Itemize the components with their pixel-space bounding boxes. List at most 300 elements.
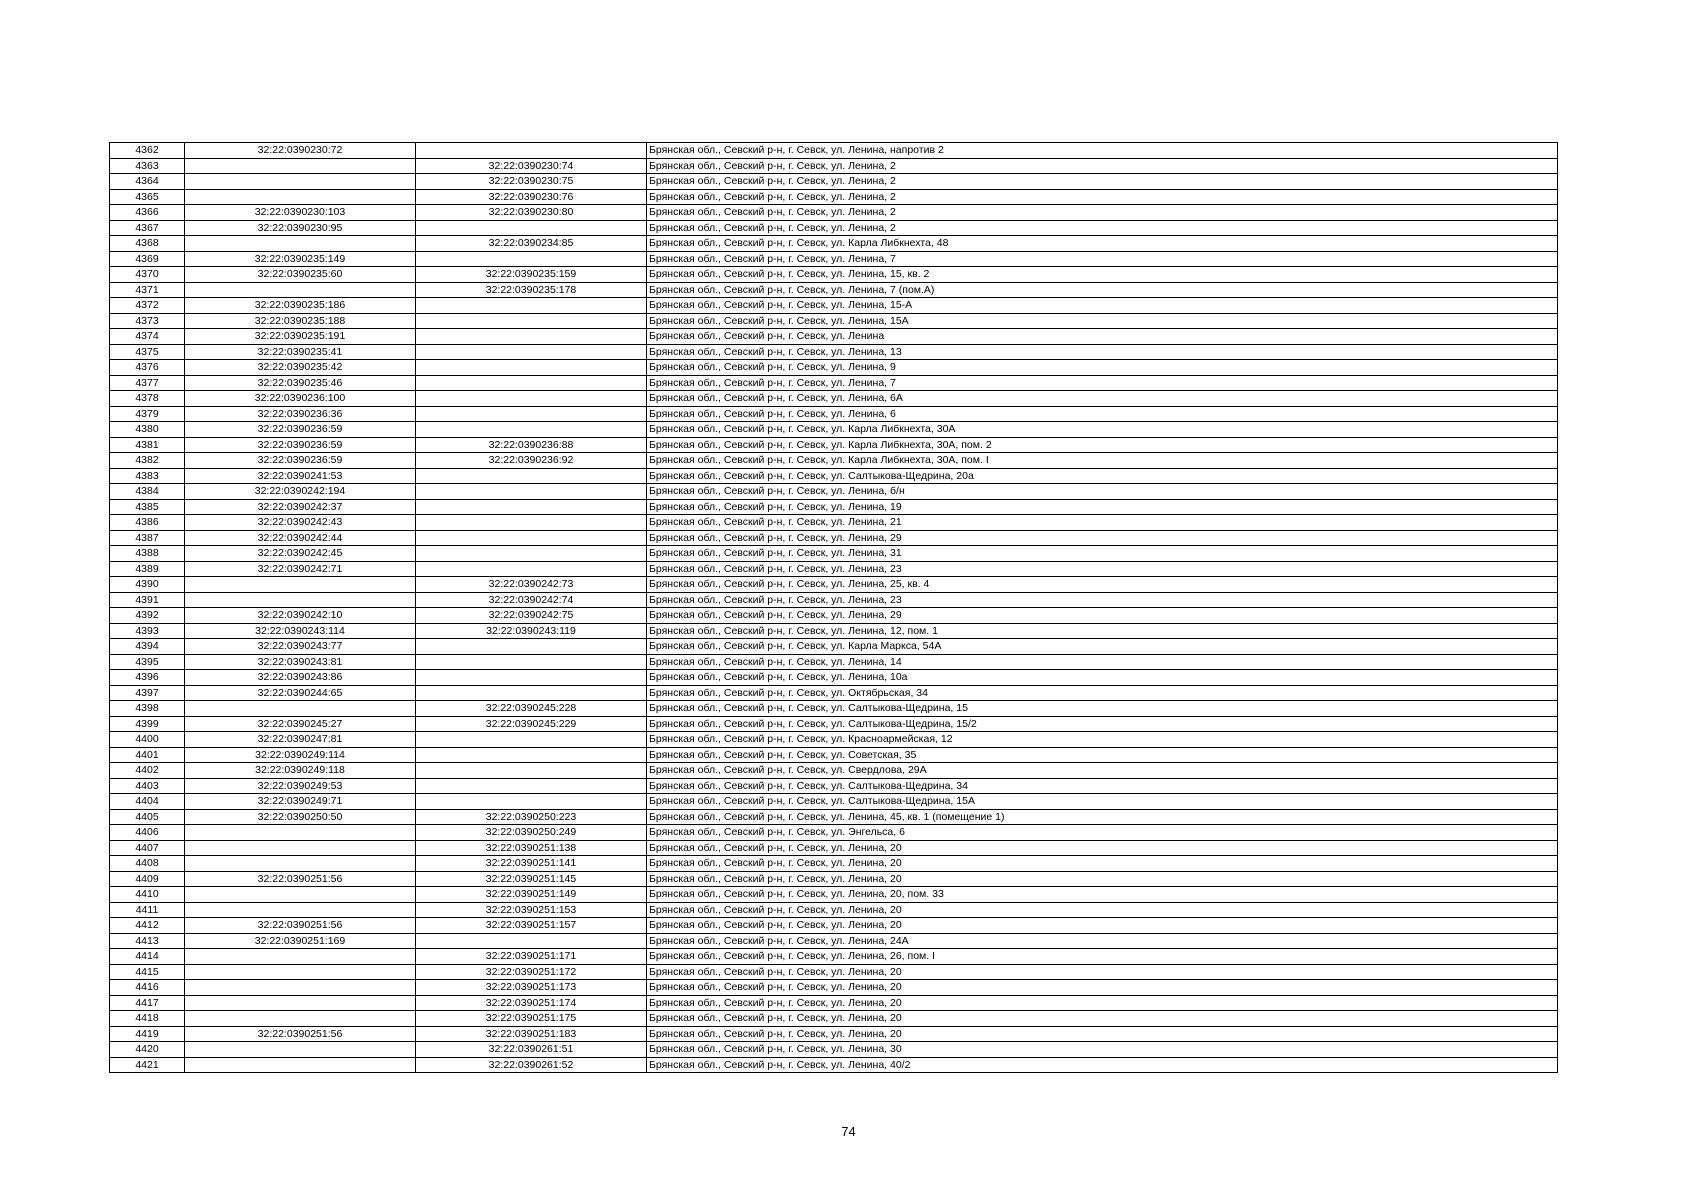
address-cell: Брянская обл., Севский р-н, г. Севск, ул. Ленина, 2 xyxy=(647,158,1558,174)
row-number-cell: 4389 xyxy=(110,561,185,577)
land-cadastral-number-cell: 32:22:0390251:56 xyxy=(185,871,416,887)
table-row xyxy=(110,701,1558,717)
row-number-cell: 4369 xyxy=(110,251,185,267)
object-cadastral-number-cell xyxy=(416,778,647,794)
land-cadastral-number-cell: 32:22:0390236:59 xyxy=(185,437,416,453)
land-cadastral-number-cell: 32:22:0390247:81 xyxy=(185,732,416,748)
land-cadastral-number-cell: 32:22:0390243:86 xyxy=(185,670,416,686)
address-cell: Брянская обл., Севский р-н, г. Севск, ул. Ленина, 20 xyxy=(647,902,1558,918)
address-cell: Брянская обл., Севский р-н, г. Севск, ул. Ленина, 20 xyxy=(647,871,1558,887)
land-cadastral-number-cell xyxy=(185,282,416,298)
object-cadastral-number-cell xyxy=(416,794,647,810)
address-cell: Брянская обл., Севский р-н, г. Севск, ул. Ленина, 13 xyxy=(647,344,1558,360)
row-number-cell: 4363 xyxy=(110,158,185,174)
table-row xyxy=(110,437,1558,453)
row-number-cell: 4386 xyxy=(110,515,185,531)
address-cell: Брянская обл., Севский р-н, г. Севск, ул. Салтыкова-Щедрина, 15/2 xyxy=(647,716,1558,732)
object-cadastral-number-cell xyxy=(416,391,647,407)
table-row xyxy=(110,887,1558,903)
object-cadastral-number-cell xyxy=(416,298,647,314)
row-number-cell: 4412 xyxy=(110,918,185,934)
row-number-cell: 4377 xyxy=(110,375,185,391)
land-cadastral-number-cell: 32:22:0390249:71 xyxy=(185,794,416,810)
land-cadastral-number-cell xyxy=(185,236,416,252)
table-row xyxy=(110,515,1558,531)
row-number-cell: 4380 xyxy=(110,422,185,438)
land-cadastral-number-cell: 32:22:0390236:59 xyxy=(185,453,416,469)
table-row xyxy=(110,763,1558,779)
address-cell: Брянская обл., Севский р-н, г. Севск, ул. Ленина, 19 xyxy=(647,499,1558,515)
table-row xyxy=(110,205,1558,221)
table-row xyxy=(110,499,1558,515)
address-cell: Брянская обл., Севский р-н, г. Севск, ул. Ленина, 26, пом. I xyxy=(647,949,1558,965)
address-cell: Брянская обл., Севский р-н, г. Севск, ул. Ленина, 2 xyxy=(647,174,1558,190)
address-cell: Брянская обл., Севский р-н, г. Севск, ул. Ленина, 7 xyxy=(647,251,1558,267)
table-row xyxy=(110,902,1558,918)
object-cadastral-number-cell: 32:22:0390251:149 xyxy=(416,887,647,903)
table-row xyxy=(110,298,1558,314)
address-cell: Брянская обл., Севский р-н, г. Севск, ул. Красноармейская, 12 xyxy=(647,732,1558,748)
table-row xyxy=(110,1057,1558,1073)
address-cell: Брянская обл., Севский р-н, г. Севск, ул. Карла Либкнехта, 30А, пом. 2 xyxy=(647,437,1558,453)
object-cadastral-number-cell: 32:22:0390242:74 xyxy=(416,592,647,608)
table-row xyxy=(110,561,1558,577)
land-cadastral-number-cell: 32:22:0390235:191 xyxy=(185,329,416,345)
land-cadastral-number-cell xyxy=(185,701,416,717)
land-cadastral-number-cell xyxy=(185,1011,416,1027)
table-row xyxy=(110,732,1558,748)
land-cadastral-number-cell: 32:22:0390242:194 xyxy=(185,484,416,500)
address-cell: Брянская обл., Севский р-н, г. Севск, ул. Ленина, 6 xyxy=(647,406,1558,422)
object-cadastral-number-cell xyxy=(416,360,647,376)
row-number-cell: 4407 xyxy=(110,840,185,856)
address-cell: Брянская обл., Севский р-н, г. Севск, ул. Карла Либкнехта, 30А xyxy=(647,422,1558,438)
address-cell: Брянская обл., Севский р-н, г. Севск, ул. Ленина, 20 xyxy=(647,1026,1558,1042)
table-row xyxy=(110,794,1558,810)
address-cell: Брянская обл., Севский р-н, г. Севск, ул. Ленина, 23 xyxy=(647,561,1558,577)
table-row xyxy=(110,871,1558,887)
row-number-cell: 4417 xyxy=(110,995,185,1011)
address-cell: Брянская обл., Севский р-н, г. Севск, ул. Ленина, 2 xyxy=(647,189,1558,205)
object-cadastral-number-cell xyxy=(416,654,647,670)
table-row xyxy=(110,825,1558,841)
object-cadastral-number-cell xyxy=(416,670,647,686)
address-cell: Брянская обл., Севский р-н, г. Севск, ул. Ленина, 7 (пом.А) xyxy=(647,282,1558,298)
row-number-cell: 4402 xyxy=(110,763,185,779)
address-cell: Брянская обл., Севский р-н, г. Севск, ул. Ленина, 20 xyxy=(647,1011,1558,1027)
address-cell: Брянская обл., Севский р-н, г. Севск, ул. Ленина xyxy=(647,329,1558,345)
table-row xyxy=(110,1026,1558,1042)
object-cadastral-number-cell: 32:22:0390250:249 xyxy=(416,825,647,841)
row-number-cell: 4419 xyxy=(110,1026,185,1042)
object-cadastral-number-cell xyxy=(416,375,647,391)
address-cell: Брянская обл., Севский р-н, г. Севск, ул. Ленина, 24А xyxy=(647,933,1558,949)
row-number-cell: 4364 xyxy=(110,174,185,190)
row-number-cell: 4367 xyxy=(110,220,185,236)
registry-table xyxy=(109,142,1558,1073)
land-cadastral-number-cell: 32:22:0390230:95 xyxy=(185,220,416,236)
row-number-cell: 4398 xyxy=(110,701,185,717)
table-row xyxy=(110,980,1558,996)
object-cadastral-number-cell xyxy=(416,499,647,515)
land-cadastral-number-cell xyxy=(185,1057,416,1073)
land-cadastral-number-cell: 32:22:0390242:71 xyxy=(185,561,416,577)
table-row xyxy=(110,344,1558,360)
object-cadastral-number-cell: 32:22:0390245:229 xyxy=(416,716,647,732)
object-cadastral-number-cell xyxy=(416,763,647,779)
row-number-cell: 4411 xyxy=(110,902,185,918)
object-cadastral-number-cell: 32:22:0390251:175 xyxy=(416,1011,647,1027)
land-cadastral-number-cell xyxy=(185,825,416,841)
object-cadastral-number-cell: 32:22:0390250:223 xyxy=(416,809,647,825)
land-cadastral-number-cell: 32:22:0390230:72 xyxy=(185,143,416,159)
land-cadastral-number-cell: 32:22:0390235:46 xyxy=(185,375,416,391)
table-row xyxy=(110,747,1558,763)
row-number-cell: 4384 xyxy=(110,484,185,500)
land-cadastral-number-cell: 32:22:0390251:169 xyxy=(185,933,416,949)
land-cadastral-number-cell: 32:22:0390242:10 xyxy=(185,608,416,624)
land-cadastral-number-cell: 32:22:0390249:114 xyxy=(185,747,416,763)
row-number-cell: 4409 xyxy=(110,871,185,887)
table-row xyxy=(110,468,1558,484)
object-cadastral-number-cell: 32:22:0390251:141 xyxy=(416,856,647,872)
table-row xyxy=(110,391,1558,407)
address-cell: Брянская обл., Севский р-н, г. Севск, ул. Ленина, 20 xyxy=(647,840,1558,856)
address-cell: Брянская обл., Севский р-н, г. Севск, ул. Ленина, 20 xyxy=(647,980,1558,996)
land-cadastral-number-cell: 32:22:0390243:114 xyxy=(185,623,416,639)
row-number-cell: 4400 xyxy=(110,732,185,748)
land-cadastral-number-cell: 32:22:0390251:56 xyxy=(185,918,416,934)
address-cell: Брянская обл., Севский р-н, г. Севск, ул. Ленина, 15А xyxy=(647,313,1558,329)
row-number-cell: 4382 xyxy=(110,453,185,469)
object-cadastral-number-cell xyxy=(416,685,647,701)
address-cell: Брянская обл., Севский р-н, г. Севск, ул. Ленина, 15-А xyxy=(647,298,1558,314)
address-cell: Брянская обл., Севский р-н, г. Севск, ул. Свердлова, 29А xyxy=(647,763,1558,779)
land-cadastral-number-cell: 32:22:0390235:41 xyxy=(185,344,416,360)
table-row xyxy=(110,143,1558,159)
row-number-cell: 4383 xyxy=(110,468,185,484)
land-cadastral-number-cell xyxy=(185,887,416,903)
object-cadastral-number-cell xyxy=(416,530,647,546)
land-cadastral-number-cell: 32:22:0390245:27 xyxy=(185,716,416,732)
table-row xyxy=(110,360,1558,376)
object-cadastral-number-cell: 32:22:0390234:85 xyxy=(416,236,647,252)
table-row xyxy=(110,406,1558,422)
object-cadastral-number-cell: 32:22:0390236:92 xyxy=(416,453,647,469)
address-cell: Брянская обл., Севский р-н, г. Севск, ул. Карла Либкнехта, 48 xyxy=(647,236,1558,252)
row-number-cell: 4370 xyxy=(110,267,185,283)
table-row xyxy=(110,933,1558,949)
table-row xyxy=(110,840,1558,856)
address-cell: Брянская обл., Севский р-н, г. Севск, ул. Ленина, 20 xyxy=(647,918,1558,934)
row-number-cell: 4408 xyxy=(110,856,185,872)
address-cell: Брянская обл., Севский р-н, г. Севск, ул. Ленина, 30 xyxy=(647,1042,1558,1058)
table-row xyxy=(110,670,1558,686)
address-cell: Брянская обл., Севский р-н, г. Севск, ул. Салтыкова-Щедрина, 15А xyxy=(647,794,1558,810)
table-row xyxy=(110,530,1558,546)
address-cell: Брянская обл., Севский р-н, г. Севск, ул. Ленина, 40/2 xyxy=(647,1057,1558,1073)
land-cadastral-number-cell: 32:22:0390242:43 xyxy=(185,515,416,531)
address-cell: Брянская обл., Севский р-н, г. Севск, ул. Ленина, 21 xyxy=(647,515,1558,531)
table-row xyxy=(110,375,1558,391)
row-number-cell: 4374 xyxy=(110,329,185,345)
object-cadastral-number-cell: 32:22:0390251:172 xyxy=(416,964,647,980)
address-cell: Брянская обл., Севский р-н, г. Севск, ул. Энгельса, 6 xyxy=(647,825,1558,841)
table-row xyxy=(110,778,1558,794)
table-row xyxy=(110,236,1558,252)
table-row xyxy=(110,639,1558,655)
row-number-cell: 4396 xyxy=(110,670,185,686)
land-cadastral-number-cell: 32:22:0390242:44 xyxy=(185,530,416,546)
object-cadastral-number-cell: 32:22:0390230:76 xyxy=(416,189,647,205)
land-cadastral-number-cell: 32:22:0390249:53 xyxy=(185,778,416,794)
object-cadastral-number-cell: 32:22:0390242:75 xyxy=(416,608,647,624)
object-cadastral-number-cell xyxy=(416,422,647,438)
row-number-cell: 4376 xyxy=(110,360,185,376)
address-cell: Брянская обл., Севский р-н, г. Севск, ул. Ленина, 29 xyxy=(647,530,1558,546)
object-cadastral-number-cell: 32:22:0390251:157 xyxy=(416,918,647,934)
row-number-cell: 4406 xyxy=(110,825,185,841)
land-cadastral-number-cell: 32:22:0390236:100 xyxy=(185,391,416,407)
land-cadastral-number-cell xyxy=(185,577,416,593)
land-cadastral-number-cell xyxy=(185,189,416,205)
row-number-cell: 4365 xyxy=(110,189,185,205)
object-cadastral-number-cell xyxy=(416,468,647,484)
table-row xyxy=(110,918,1558,934)
object-cadastral-number-cell: 32:22:0390251:183 xyxy=(416,1026,647,1042)
table-row xyxy=(110,995,1558,1011)
land-cadastral-number-cell xyxy=(185,995,416,1011)
land-cadastral-number-cell xyxy=(185,980,416,996)
object-cadastral-number-cell xyxy=(416,344,647,360)
object-cadastral-number-cell xyxy=(416,406,647,422)
address-cell: Брянская обл., Севский р-н, г. Севск, ул. Ленина, 12, пом. 1 xyxy=(647,623,1558,639)
land-cadastral-number-cell xyxy=(185,949,416,965)
row-number-cell: 4378 xyxy=(110,391,185,407)
address-cell: Брянская обл., Севский р-н, г. Севск, ул. Ленина, 20, пом. 33 xyxy=(647,887,1558,903)
table-row xyxy=(110,716,1558,732)
land-cadastral-number-cell: 32:22:0390243:77 xyxy=(185,639,416,655)
row-number-cell: 4399 xyxy=(110,716,185,732)
row-number-cell: 4385 xyxy=(110,499,185,515)
row-number-cell: 4362 xyxy=(110,143,185,159)
object-cadastral-number-cell: 32:22:0390236:88 xyxy=(416,437,647,453)
row-number-cell: 4390 xyxy=(110,577,185,593)
table-row xyxy=(110,282,1558,298)
page-number: 74 xyxy=(841,1124,856,1139)
table-row xyxy=(110,484,1558,500)
land-cadastral-number-cell xyxy=(185,964,416,980)
table-row xyxy=(110,189,1558,205)
object-cadastral-number-cell: 32:22:0390230:75 xyxy=(416,174,647,190)
table-row xyxy=(110,158,1558,174)
object-cadastral-number-cell: 32:22:0390235:178 xyxy=(416,282,647,298)
row-number-cell: 4420 xyxy=(110,1042,185,1058)
land-cadastral-number-cell: 32:22:0390251:56 xyxy=(185,1026,416,1042)
land-cadastral-number-cell: 32:22:0390230:103 xyxy=(185,205,416,221)
address-cell: Брянская обл., Севский р-н, г. Севск, ул. Советская, 35 xyxy=(647,747,1558,763)
row-number-cell: 4421 xyxy=(110,1057,185,1073)
table-row xyxy=(110,964,1558,980)
address-cell: Брянская обл., Севский р-н, г. Севск, ул. Ленина, 7 xyxy=(647,375,1558,391)
land-cadastral-number-cell: 32:22:0390236:36 xyxy=(185,406,416,422)
address-cell: Брянская обл., Севский р-н, г. Севск, ул. Салтыкова-Щедрина, 15 xyxy=(647,701,1558,717)
object-cadastral-number-cell xyxy=(416,515,647,531)
address-cell: Брянская обл., Севский р-н, г. Севск, ул. Ленина, 20 xyxy=(647,995,1558,1011)
land-cadastral-number-cell: 32:22:0390244:65 xyxy=(185,685,416,701)
object-cadastral-number-cell: 32:22:0390243:119 xyxy=(416,623,647,639)
object-cadastral-number-cell: 32:22:0390242:73 xyxy=(416,577,647,593)
row-number-cell: 4387 xyxy=(110,530,185,546)
address-cell: Брянская обл., Севский р-н, г. Севск, ул. Ленина, напротив 2 xyxy=(647,143,1558,159)
object-cadastral-number-cell: 32:22:0390251:174 xyxy=(416,995,647,1011)
table-row xyxy=(110,453,1558,469)
land-cadastral-number-cell xyxy=(185,592,416,608)
address-cell: Брянская обл., Севский р-н, г. Севск, ул. Ленина, 6А xyxy=(647,391,1558,407)
row-number-cell: 4366 xyxy=(110,205,185,221)
address-cell: Брянская обл., Севский р-н, г. Севск, ул. Ленина, 31 xyxy=(647,546,1558,562)
land-cadastral-number-cell: 32:22:0390235:149 xyxy=(185,251,416,267)
land-cadastral-number-cell: 32:22:0390235:60 xyxy=(185,267,416,283)
land-cadastral-number-cell xyxy=(185,902,416,918)
table-row xyxy=(110,422,1558,438)
table-row xyxy=(110,577,1558,593)
object-cadastral-number-cell xyxy=(416,933,647,949)
address-cell: Брянская обл., Севский р-н, г. Севск, ул. Ленина, 2 xyxy=(647,220,1558,236)
row-number-cell: 4391 xyxy=(110,592,185,608)
address-cell: Брянская обл., Севский р-н, г. Севск, ул. Карла Маркса, 54А xyxy=(647,639,1558,655)
object-cadastral-number-cell xyxy=(416,639,647,655)
row-number-cell: 4405 xyxy=(110,809,185,825)
row-number-cell: 4381 xyxy=(110,437,185,453)
table-row xyxy=(110,856,1558,872)
object-cadastral-number-cell: 32:22:0390230:74 xyxy=(416,158,647,174)
table-row xyxy=(110,267,1558,283)
address-cell: Брянская обл., Севский р-н, г. Севск, ул. Карла Либкнехта, 30А, пом. I xyxy=(647,453,1558,469)
object-cadastral-number-cell xyxy=(416,313,647,329)
object-cadastral-number-cell: 32:22:0390261:51 xyxy=(416,1042,647,1058)
object-cadastral-number-cell xyxy=(416,251,647,267)
address-cell: Брянская обл., Севский р-н, г. Севск, ул. Ленина, б/н xyxy=(647,484,1558,500)
object-cadastral-number-cell xyxy=(416,484,647,500)
row-number-cell: 4404 xyxy=(110,794,185,810)
object-cadastral-number-cell xyxy=(416,329,647,345)
land-cadastral-number-cell: 32:22:0390241:53 xyxy=(185,468,416,484)
row-number-cell: 4401 xyxy=(110,747,185,763)
address-cell: Брянская обл., Севский р-н, г. Севск, ул. Ленина, 45, кв. 1 (помещение 1) xyxy=(647,809,1558,825)
land-cadastral-number-cell xyxy=(185,1042,416,1058)
land-cadastral-number-cell xyxy=(185,840,416,856)
land-cadastral-number-cell: 32:22:0390242:37 xyxy=(185,499,416,515)
table-row xyxy=(110,654,1558,670)
row-number-cell: 4379 xyxy=(110,406,185,422)
object-cadastral-number-cell: 32:22:0390251:173 xyxy=(416,980,647,996)
land-cadastral-number-cell: 32:22:0390235:186 xyxy=(185,298,416,314)
address-cell: Брянская обл., Севский р-н, г. Севск, ул. Октябрьская, 34 xyxy=(647,685,1558,701)
row-number-cell: 4413 xyxy=(110,933,185,949)
row-number-cell: 4393 xyxy=(110,623,185,639)
object-cadastral-number-cell: 32:22:0390251:171 xyxy=(416,949,647,965)
object-cadastral-number-cell xyxy=(416,220,647,236)
table-row xyxy=(110,313,1558,329)
address-cell: Брянская обл., Севский р-н, г. Севск, ул. Ленина, 20 xyxy=(647,856,1558,872)
object-cadastral-number-cell: 32:22:0390230:80 xyxy=(416,205,647,221)
table-row xyxy=(110,623,1558,639)
row-number-cell: 4418 xyxy=(110,1011,185,1027)
object-cadastral-number-cell: 32:22:0390251:145 xyxy=(416,871,647,887)
table-row xyxy=(110,949,1558,965)
address-cell: Брянская обл., Севский р-н, г. Севск, ул. Ленина, 23 xyxy=(647,592,1558,608)
table-row xyxy=(110,546,1558,562)
address-cell: Брянская обл., Севский р-н, г. Севск, ул. Ленина, 29 xyxy=(647,608,1558,624)
object-cadastral-number-cell: 32:22:0390235:159 xyxy=(416,267,647,283)
land-cadastral-number-cell: 32:22:0390249:118 xyxy=(185,763,416,779)
row-number-cell: 4415 xyxy=(110,964,185,980)
land-cadastral-number-cell: 32:22:0390236:59 xyxy=(185,422,416,438)
table-row xyxy=(110,608,1558,624)
address-cell: Брянская обл., Севский р-н, г. Севск, ул. Ленина, 9 xyxy=(647,360,1558,376)
object-cadastral-number-cell xyxy=(416,747,647,763)
address-cell: Брянская обл., Севский р-н, г. Севск, ул. Салтыкова-Щедрина, 20а xyxy=(647,468,1558,484)
table-row xyxy=(110,809,1558,825)
address-cell: Брянская обл., Севский р-н, г. Севск, ул. Ленина, 14 xyxy=(647,654,1558,670)
row-number-cell: 4397 xyxy=(110,685,185,701)
address-cell: Брянская обл., Севский р-н, г. Севск, ул. Ленина, 2 xyxy=(647,205,1558,221)
row-number-cell: 4388 xyxy=(110,546,185,562)
table-row xyxy=(110,220,1558,236)
address-cell: Брянская обл., Севский р-н, г. Севск, ул. Ленина, 25, кв. 4 xyxy=(647,577,1558,593)
land-cadastral-number-cell xyxy=(185,174,416,190)
table-row xyxy=(110,329,1558,345)
address-cell: Брянская обл., Севский р-н, г. Севск, ул. Ленина, 15, кв. 2 xyxy=(647,267,1558,283)
object-cadastral-number-cell: 32:22:0390251:138 xyxy=(416,840,647,856)
object-cadastral-number-cell: 32:22:0390251:153 xyxy=(416,902,647,918)
land-cadastral-number-cell xyxy=(185,856,416,872)
land-cadastral-number-cell: 32:22:0390235:188 xyxy=(185,313,416,329)
table-row xyxy=(110,174,1558,190)
land-cadastral-number-cell: 32:22:0390242:45 xyxy=(185,546,416,562)
table-row xyxy=(110,1042,1558,1058)
land-cadastral-number-cell: 32:22:0390243:81 xyxy=(185,654,416,670)
registry-table-body xyxy=(110,143,1558,1073)
row-number-cell: 4372 xyxy=(110,298,185,314)
row-number-cell: 4373 xyxy=(110,313,185,329)
land-cadastral-number-cell: 32:22:0390235:42 xyxy=(185,360,416,376)
object-cadastral-number-cell: 32:22:0390261:52 xyxy=(416,1057,647,1073)
land-cadastral-number-cell: 32:22:0390250:50 xyxy=(185,809,416,825)
row-number-cell: 4414 xyxy=(110,949,185,965)
row-number-cell: 4410 xyxy=(110,887,185,903)
table-row xyxy=(110,685,1558,701)
object-cadastral-number-cell xyxy=(416,561,647,577)
row-number-cell: 4394 xyxy=(110,639,185,655)
table-row xyxy=(110,592,1558,608)
address-cell: Брянская обл., Севский р-н, г. Севск, ул. Салтыкова-Щедрина, 34 xyxy=(647,778,1558,794)
row-number-cell: 4368 xyxy=(110,236,185,252)
row-number-cell: 4392 xyxy=(110,608,185,624)
address-cell: Брянская обл., Севский р-н, г. Севск, ул. Ленина, 10а xyxy=(647,670,1558,686)
address-cell: Брянская обл., Севский р-н, г. Севск, ул. Ленина, 20 xyxy=(647,964,1558,980)
row-number-cell: 4395 xyxy=(110,654,185,670)
row-number-cell: 4403 xyxy=(110,778,185,794)
row-number-cell: 4416 xyxy=(110,980,185,996)
object-cadastral-number-cell: 32:22:0390245:228 xyxy=(416,701,647,717)
table-row xyxy=(110,251,1558,267)
object-cadastral-number-cell xyxy=(416,143,647,159)
row-number-cell: 4371 xyxy=(110,282,185,298)
row-number-cell: 4375 xyxy=(110,344,185,360)
object-cadastral-number-cell xyxy=(416,732,647,748)
